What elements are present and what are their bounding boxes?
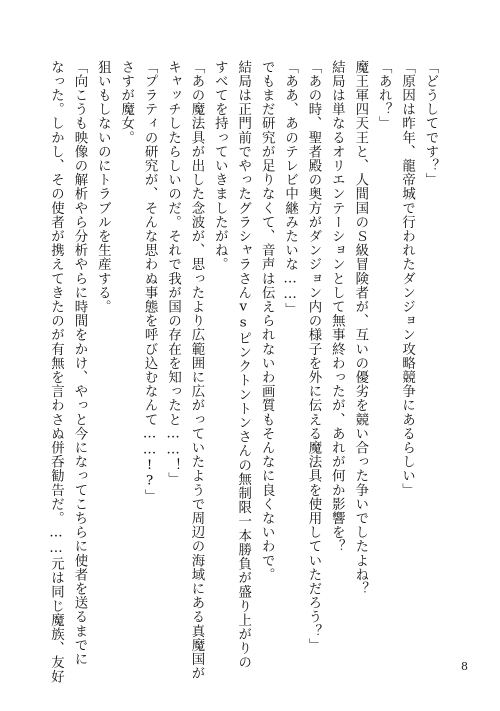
text-line: でもまだ研究が足りなくて、音声は伝えられないわ画質もそんなに良くないわで。	[259, 60, 275, 582]
text-line: 「あれ？」	[376, 60, 392, 131]
text-line: さすが魔女。	[118, 60, 134, 145]
text-line: 結局は正門前でやったグラシャラさんvsピンクトントンさんの無制限一本勝負が盛り上がりの	[235, 60, 251, 670]
vertical-text-block	[44, 60, 442, 684]
page-number: 8	[461, 660, 468, 673]
text-line: 「プラティの研究が、そんな思わぬ事態を呼び込むなんて……!?」	[142, 60, 158, 504]
text-line: 「どうしてです？」	[423, 60, 438, 187]
text-line: すべてを持っていきましたがね。	[212, 60, 228, 272]
text-line: 魔王軍四天王と、人間国のＳ級冒険者が、互いの優劣を競い合った争いでしたよね？	[352, 60, 368, 596]
text-line: 「あの時、聖者殿の奥方がダンジョン内の様子を外に伝える魔法具を使用していただろう？」	[305, 60, 321, 653]
text-line: 結局は単なるオリエンテーションとして無事終わったが、あれが何か影響を？	[329, 60, 345, 554]
text-line: なった。しかし、その使者が携えてきたのが有無を言わさぬ併呑勧告だ。……元は同じ魔族、友好	[48, 60, 64, 684]
text-line: 「あの魔法具が出した念波が、思ったより広範囲に広がっていたようで周辺の海域にある真魔国が	[188, 60, 204, 681]
text-line: 「原因は昨年、龍帝城で行われたダンジョン攻略競争にあるらしい」	[399, 60, 415, 498]
text-line: 「ああ、あのテレビ中継みたいな……」	[282, 60, 298, 317]
text-line: 狙いもしないのにトラブルを生産する。	[95, 60, 111, 314]
text-line: 「向こうも映像の解析やら分析やらに時間をかけ、やっと今になってこちらに使者を送るまでに	[71, 60, 87, 667]
text-line: キャッチしたらしいのだ。それで我が国の存在を知ったと……！」	[165, 60, 181, 487]
